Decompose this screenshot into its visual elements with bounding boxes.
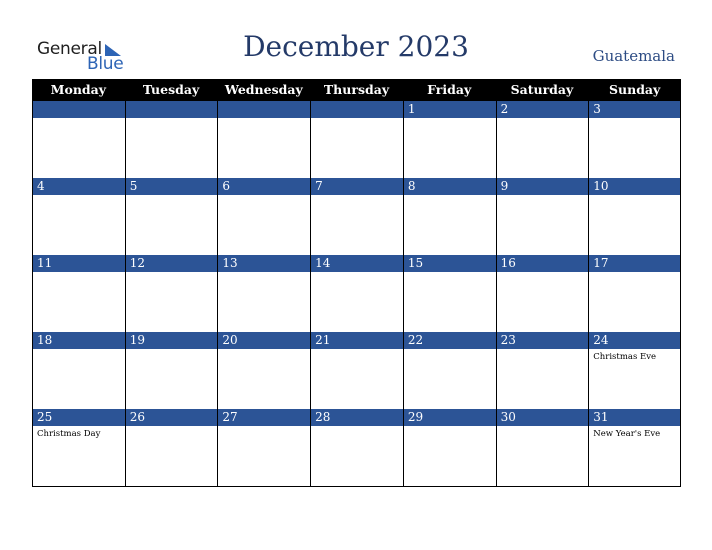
day-cell xyxy=(403,409,496,487)
holiday-label: Christmas Eve xyxy=(593,352,657,362)
day-cell xyxy=(496,332,589,410)
day-cell xyxy=(403,255,496,333)
day-number: 29 xyxy=(407,410,424,424)
day-cell xyxy=(217,178,310,256)
day-number: 12 xyxy=(129,256,145,270)
weekday-header: Saturday xyxy=(510,82,574,97)
day-cell xyxy=(125,101,218,179)
day-cell xyxy=(588,332,681,410)
day-number: 16 xyxy=(500,256,516,270)
weekday-header: Monday xyxy=(50,82,107,97)
day-header-band xyxy=(126,178,218,195)
day-cell xyxy=(588,409,681,487)
day-number: 2 xyxy=(500,102,509,116)
day-number: 27 xyxy=(222,410,238,424)
day-number: 10 xyxy=(593,179,609,193)
day-cell xyxy=(496,409,589,487)
day-cell xyxy=(588,255,681,333)
calendar-week-row xyxy=(32,409,681,487)
day-number: 8 xyxy=(407,179,416,193)
day-cell xyxy=(125,255,218,333)
logo-word-blue: Blue xyxy=(87,54,124,74)
day-cell xyxy=(403,101,496,179)
day-number: 17 xyxy=(593,256,609,270)
day-number: 30 xyxy=(500,410,516,424)
day-number: 11 xyxy=(37,256,53,270)
day-number: 21 xyxy=(315,333,331,347)
day-cell xyxy=(403,178,496,256)
day-cell xyxy=(403,332,496,410)
day-cell xyxy=(125,332,218,410)
page-title: December 2023 xyxy=(243,30,469,63)
day-cell xyxy=(217,255,310,333)
day-header-band xyxy=(404,101,496,118)
calendar-week-row xyxy=(32,255,681,333)
day-cell xyxy=(496,101,589,179)
day-number: 5 xyxy=(129,179,138,193)
day-number: 25 xyxy=(37,410,53,424)
calendar-week-row xyxy=(32,178,681,256)
day-number: 31 xyxy=(593,410,609,424)
day-cell xyxy=(217,409,310,487)
day-cell xyxy=(32,332,125,410)
day-cell xyxy=(32,178,125,256)
day-cell xyxy=(217,101,310,179)
day-number: 24 xyxy=(593,333,609,347)
weekday-header-row xyxy=(32,79,681,101)
weekday-header: Sunday xyxy=(608,82,661,97)
day-header-band xyxy=(33,178,125,195)
country-label: Guatemala xyxy=(592,47,675,65)
day-number: 26 xyxy=(129,410,145,424)
day-cell xyxy=(310,255,403,333)
day-header-band xyxy=(404,178,496,195)
day-cell xyxy=(496,255,589,333)
day-number: 13 xyxy=(222,256,238,270)
day-number: 1 xyxy=(407,102,416,116)
day-cell xyxy=(32,255,125,333)
holiday-label: Christmas Day xyxy=(37,429,101,439)
day-number: 23 xyxy=(500,333,516,347)
weekday-header: Thursday xyxy=(323,82,390,97)
day-number: 4 xyxy=(37,179,45,193)
day-cell xyxy=(125,409,218,487)
day-cell xyxy=(310,332,403,410)
day-header-band xyxy=(33,101,125,118)
day-number: 28 xyxy=(315,410,331,424)
weekday-header: Friday xyxy=(427,82,472,97)
day-header-band xyxy=(218,178,310,195)
weekday-header: Tuesday xyxy=(142,82,200,97)
day-number: 7 xyxy=(315,179,323,193)
day-cell xyxy=(310,178,403,256)
day-header-band xyxy=(218,101,310,118)
weekday-header: Wednesday xyxy=(224,82,303,97)
day-cell xyxy=(496,178,589,256)
day-cell xyxy=(310,409,403,487)
day-number: 22 xyxy=(407,333,424,347)
calendar-week-row xyxy=(32,101,681,179)
day-cell xyxy=(217,332,310,410)
day-cell xyxy=(588,101,681,179)
day-cell xyxy=(32,409,125,487)
calendar-grid xyxy=(32,79,681,486)
day-number: 14 xyxy=(315,256,331,270)
day-header-band xyxy=(311,101,403,118)
day-cell xyxy=(588,178,681,256)
day-number: 6 xyxy=(222,179,231,193)
day-number: 19 xyxy=(129,333,145,347)
holiday-label: New Year's Eve xyxy=(593,429,661,439)
day-number: 3 xyxy=(593,102,601,116)
day-cell xyxy=(310,101,403,179)
day-header-band xyxy=(311,178,403,195)
day-header-band xyxy=(589,101,680,118)
day-number: 20 xyxy=(222,333,238,347)
day-cell xyxy=(125,178,218,256)
day-number: 15 xyxy=(407,256,424,270)
logo-word-general: General xyxy=(37,39,102,59)
calendar-week-row xyxy=(32,332,681,410)
day-header-band xyxy=(126,101,218,118)
day-header-band xyxy=(497,101,589,118)
day-header-band xyxy=(497,178,589,195)
day-cell xyxy=(32,101,125,179)
day-number: 9 xyxy=(500,179,509,193)
day-number: 18 xyxy=(37,333,53,347)
